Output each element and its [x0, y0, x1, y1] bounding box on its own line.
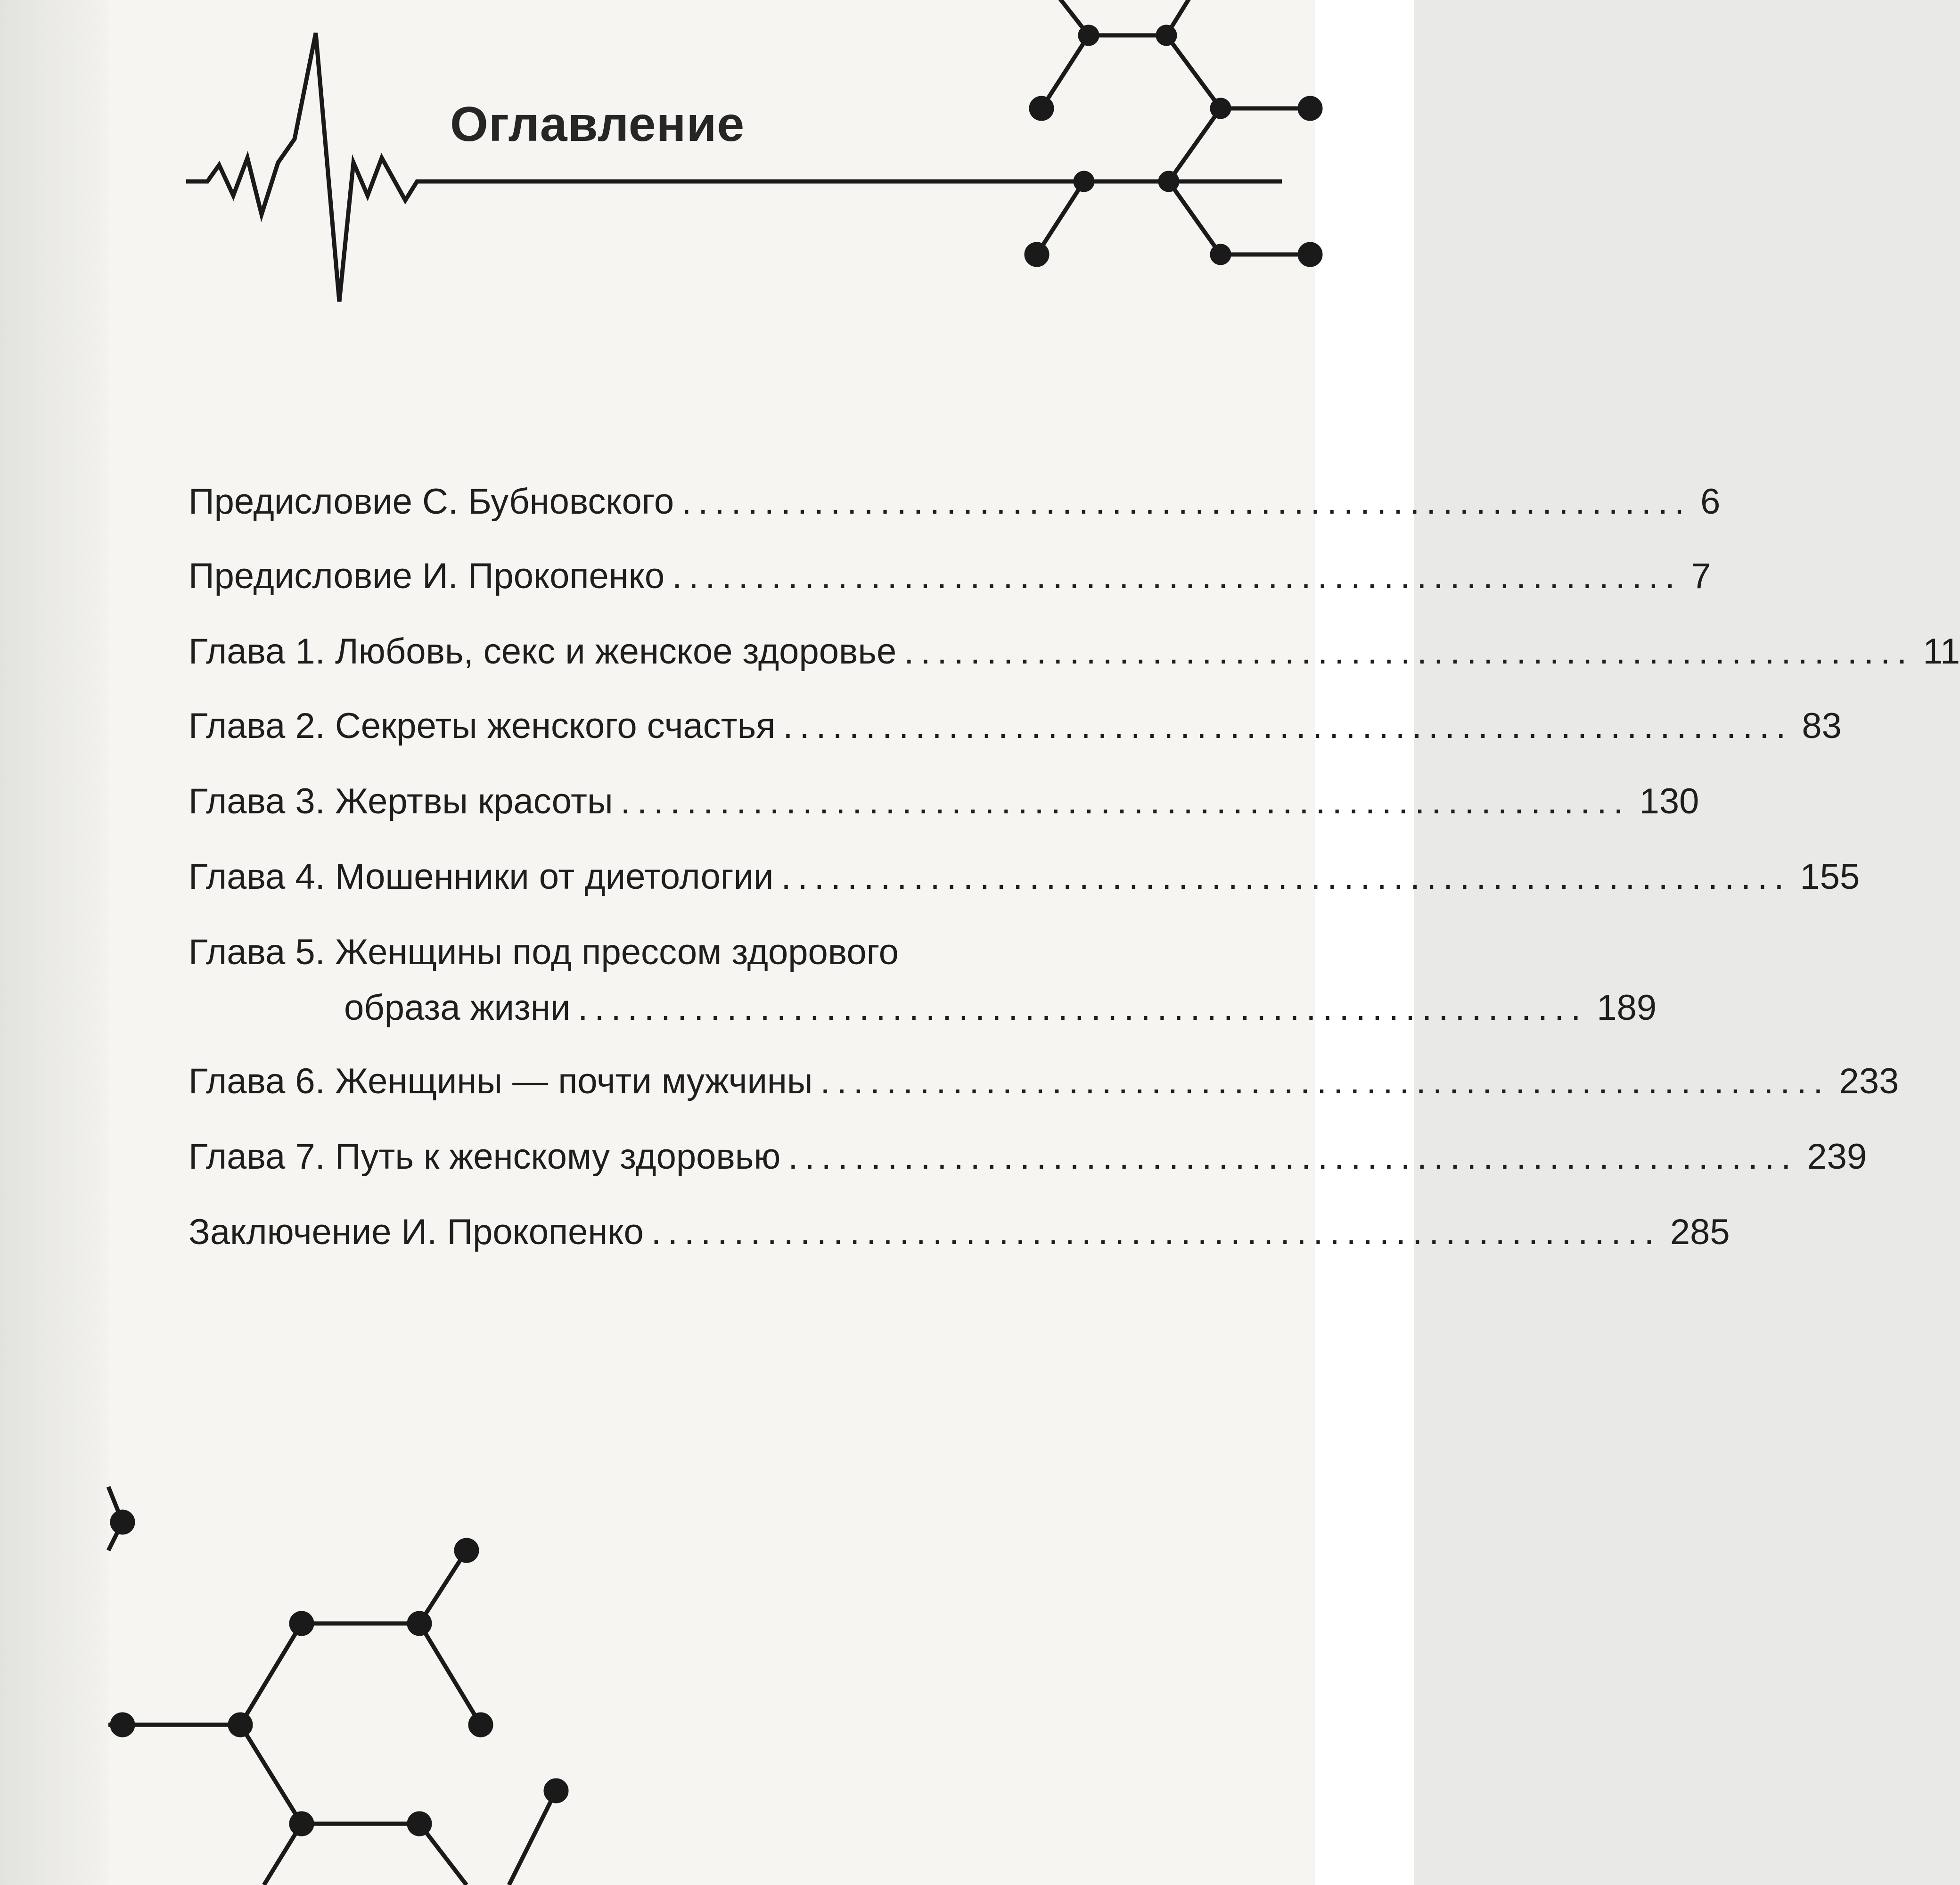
toc-entry-title: Глава 7. Путь к женскому здоровью: [189, 1137, 781, 1177]
toc-entry-title: Заключение И. Прокопенко: [189, 1212, 644, 1252]
toc-leader-dots: .............................................................: [651, 1212, 1661, 1252]
toc-entry-page: 83: [1802, 706, 1842, 746]
toc-entry: [189, 631, 1960, 673]
toc-entry-title: Предисловие И. Прокопенко: [189, 556, 665, 596]
toc-entry: [189, 1136, 1867, 1178]
toc-entry-page: 189: [1597, 988, 1657, 1028]
toc-entry-page: 11: [1923, 631, 1960, 672]
molecule-hexagon-icon: [108, 1487, 566, 1885]
toc-entry-page: 233: [1839, 1061, 1899, 1101]
toc-entry-title: Глава 3. Жертвы красоты: [189, 781, 613, 821]
heartbeat-line-icon: [186, 33, 1282, 302]
toc-entry: [189, 1211, 1730, 1254]
toc-entry-title: Предисловие С. Бубновского: [189, 482, 674, 522]
toc-entry-title: Глава 5. Женщины под прессом здорового: [189, 932, 899, 972]
toc-leader-dots: .............................................................: [681, 482, 1691, 522]
toc-leader-dots: .............................................................: [904, 631, 1914, 672]
toc-entry-page: 130: [1639, 781, 1699, 821]
toc-leader-dots: .............................................................: [672, 556, 1682, 596]
toc-entry-page: 285: [1670, 1212, 1730, 1252]
molecule-hexagon-icon: [1026, 0, 1320, 265]
toc-entry-page: 155: [1800, 857, 1860, 897]
toc-entry-title: Глава 1. Любовь, секс и женское здоровье: [189, 631, 897, 672]
toc-leader-dots: .............................................................: [820, 1061, 1830, 1101]
toc-entry-page: 7: [1691, 556, 1711, 596]
toc-entry-page: 6: [1700, 482, 1721, 522]
toc-entry: [189, 780, 1699, 823]
toc-entry: [189, 555, 1711, 598]
toc-leader-dots: .............................................................: [783, 706, 1793, 746]
toc-entry-title: Глава 2. Секреты женского счастья: [189, 706, 776, 746]
toc-entry: [189, 1060, 1899, 1103]
toc-entry: [189, 931, 1657, 1029]
toc-entry-title: Глава 4. Мошенники от диетологии: [189, 857, 774, 897]
toc-leader-dots: .............................................................: [578, 988, 1588, 1028]
toc-leader-dots: .............................................................: [788, 1137, 1798, 1177]
toc-entry: [189, 481, 1721, 523]
toc-entry: [189, 705, 1842, 747]
page-title: Оглавление: [450, 97, 745, 152]
toc-entry-page: 239: [1807, 1137, 1867, 1177]
toc-entry-title-continued: образа жизни: [344, 988, 571, 1028]
toc-leader-dots: .............................................................: [620, 781, 1630, 821]
toc-entry-title: Глава 6. Женщины — почти мужчины: [189, 1061, 813, 1101]
toc-entry: [189, 856, 1860, 898]
toc-leader-dots: .............................................................: [781, 857, 1791, 897]
